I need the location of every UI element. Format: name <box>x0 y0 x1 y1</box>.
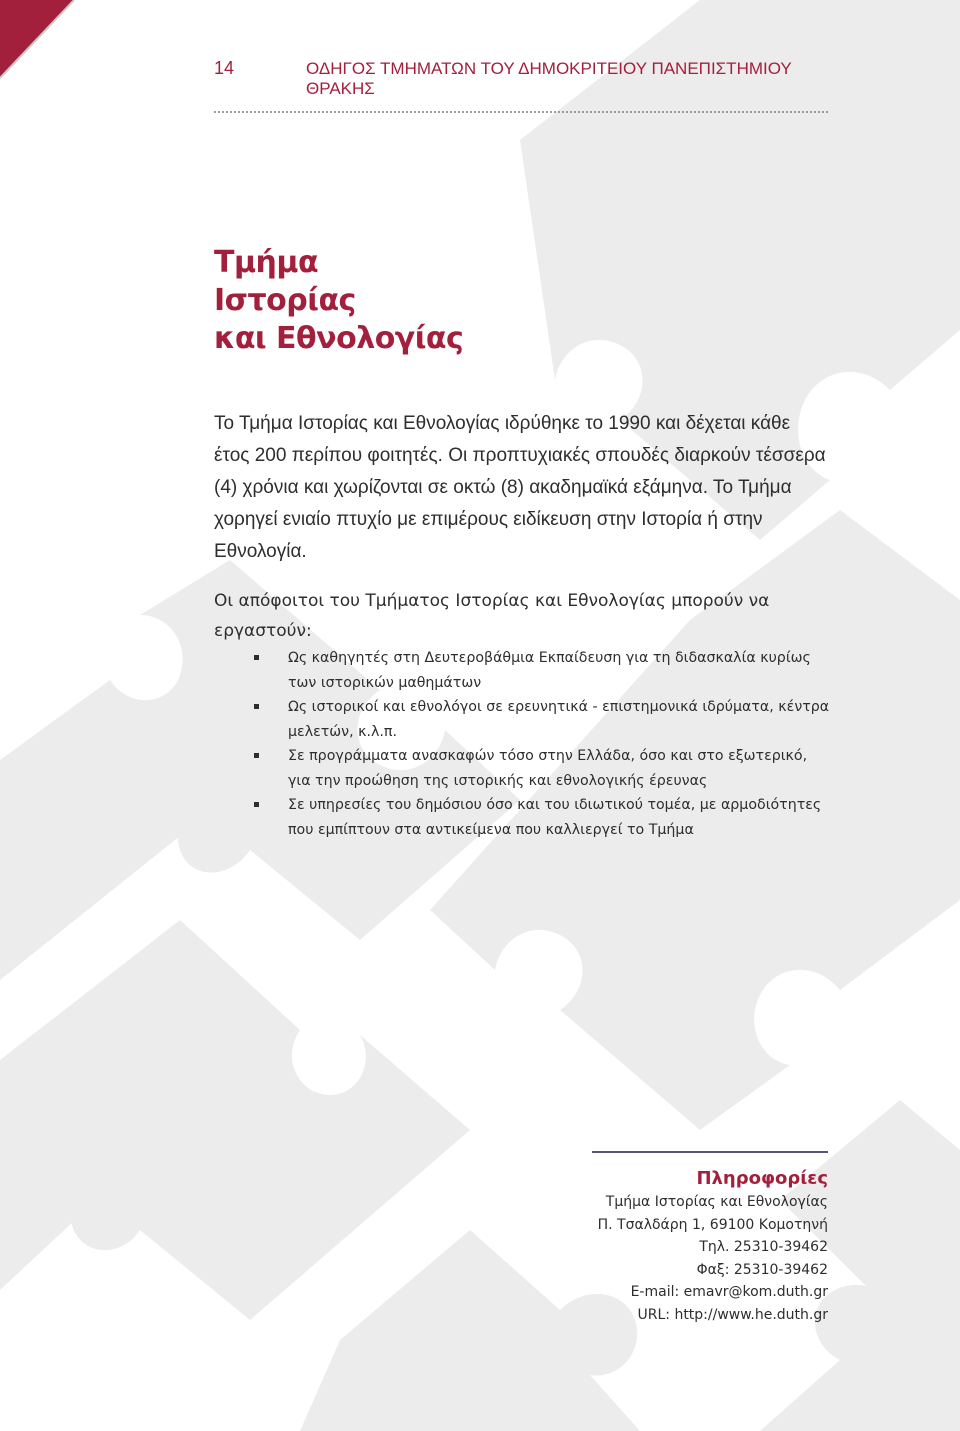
puzzle-piece-bottom-center <box>300 1230 640 1431</box>
contact-info-box <box>592 1151 828 1326</box>
list-item-line: που εμπίπτουν στα αντικείμενα που καλλιεργεί το Τμήμα <box>288 821 694 838</box>
department-title <box>214 244 814 358</box>
list-item-line: των ιστορικών μαθημάτων <box>288 674 482 691</box>
page-number: 14 <box>214 58 235 78</box>
info-email-link[interactable]: E-mail: emavr@kom.duth.gr <box>630 1284 828 1300</box>
list-item-line: Σε υπηρεσίες του δημόσιου όσο και του ιδιωτικού τομέα, με αρμοδιότητες <box>288 797 822 813</box>
title-line: και Εθνολογίας <box>214 321 464 356</box>
info-heading: Πληροφορίες <box>696 1168 828 1189</box>
list-item-line: Ως καθηγητές στη Δευτεροβάθμια Εκπαίδευση για τη διδασκαλία κυρίως <box>288 650 811 666</box>
list-item <box>254 744 834 793</box>
list-item-line: Ως ιστορικοί και εθνολόγοι σε ερευνητικά - επιστημονικά ιδρύματα, κέντρα <box>288 699 830 715</box>
list-item <box>254 646 834 695</box>
list-item-line: μελετών, κ.λ.π. <box>288 723 397 740</box>
running-title: ΟΔΗΓΟΣ ΤΜΗΜΑΤΩΝ ΤΟΥ ΔΗΜΟΚΡΙΤΕΙΟΥ ΠΑΝΕΠΙΣΤΗΜΙΟΥ ΘΡΑΚΗΣ <box>306 59 792 98</box>
list-item <box>254 793 834 842</box>
info-department: Τμήμα Ιστορίας και Εθνολογίας <box>605 1194 828 1210</box>
info-url-link[interactable]: URL: http://www.he.duth.gr <box>637 1306 828 1323</box>
bullet-square-icon <box>254 704 259 709</box>
bullet-square-icon <box>254 753 259 758</box>
info-phone: Τηλ. 25310-39462 <box>699 1239 828 1255</box>
intro-line: Εθνολογία. <box>214 541 307 562</box>
graduates-intro-line: εργαστούν: <box>214 621 312 641</box>
list-item <box>254 695 834 744</box>
intro-line: χορηγεί ενιαίο πτυχίο με επιμέρους ειδίκευση στην Ιστορία ή στην <box>214 509 763 530</box>
title-line: Τμήμα <box>214 245 319 280</box>
graduates-intro-paragraph <box>214 586 834 646</box>
bullet-square-icon <box>254 655 259 660</box>
career-list <box>254 646 834 842</box>
bullet-square-icon <box>254 802 259 807</box>
intro-line: (4) χρόνια και χωρίζονται σε οκτώ (8) ακαδημαϊκά εξάμηνα. Το Τμήμα <box>214 477 792 498</box>
intro-line: έτος 200 περίπου φοιτητές. Οι προπτυχιακές σπουδές διαρκούν τέσσερα <box>214 445 826 466</box>
list-item-line: για την προώθηση της ιστορικής και εθνολογικής έρευνας <box>288 772 708 789</box>
page-header <box>214 58 828 113</box>
corner-ribbon <box>0 0 90 90</box>
intro-paragraph <box>214 408 834 568</box>
info-fax: Φαξ: 25310-39462 <box>696 1261 828 1278</box>
title-line: Ιστορίας <box>214 283 356 318</box>
intro-line: Το Τμήμα Ιστορίας και Εθνολογίας ιδρύθηκε το 1990 και δέχεται κάθε <box>214 413 791 434</box>
list-item-line: Σε προγράμματα ανασκαφών τόσο στην Ελλάδα, όσο και στο εξωτερικό, <box>288 748 808 764</box>
graduates-intro-line: Οι απόφοιτοι του Τμήματος Ιστορίας και Εθνολογίας μπορούν να <box>214 591 770 611</box>
info-address: Π. Τσαλδάρη 1, 69100 Κομοτηνή <box>597 1216 828 1233</box>
puzzle-piece-bottom-left <box>0 920 470 1320</box>
